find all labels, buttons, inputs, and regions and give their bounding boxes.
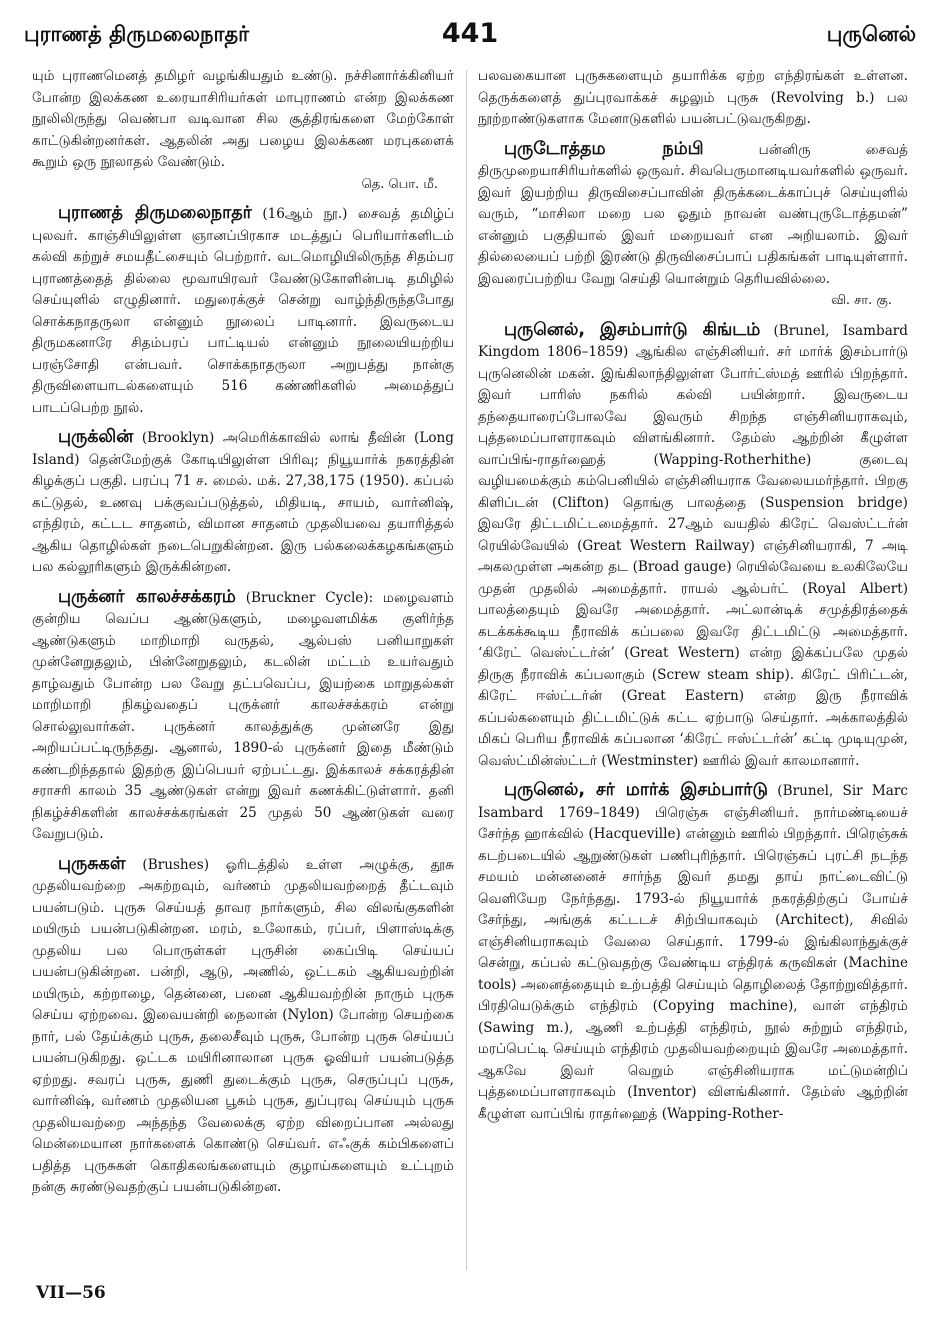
encyclopedia-entry xyxy=(32,587,454,846)
entry-text: (Brooklyn) அமெரிக்காவில் லாங் தீவின் (Long Island) தென்மேற்குக் கோடியிலுள்ள பிரிவு; நியூயார்க் நகரத்தின் கிழக்குப் பகுதி. பரப்பு 71 ச. மைல். மக். 27,38,175 (1950). கப்பல் கட்டுதல், உணவு பக்குவப்படுத்தல், மிதியடி, சாயம், வார்னிஷ், எந்திரம், கட்டட சாதனம், விமான சாதனம் முதலியவை தயாரித்தல் ஆகிய தொழில்கள் நடைபெறுகின்றன. இரு பல்கலைக்கழகங்களும் பல கல்லூரிகளும் இருக்கின்றன. xyxy=(32,430,454,575)
entry-text: (Bruckner Cycle): மழைவளம் குன்றிய வெப்ப ஆண்டுகளும், மழைவளமிக்க குளிர்ந்த ஆண்டுகளும் மாறிமாறி வருதல், ஆல்பஸ் பனியாறுகள் முன்னேறுதலும், பின்னேறுதலும், கடலின் மட்டம் உயர்வதும் தாழ்வதும் போன்ற பல வேறு தட்பவெப்ப, இயற்கை மாறுதல்கள் மாறிமாறி நிகழ்வதைப் புருக்னர் காலச்சக்கரம் என்று சொல்லுவார்கள். புருக்னர் காலத்துக்கு முன்னரே இது அறியப்பட்டிருந்தது. ஆனால், 1890-ல் புருக்னர் இதை மீண்டும் கண்டறிந்ததால் இதற்கு இப்பெயர் ஏற்பட்டது. இக்காலச் சக்கரத்தின் சராசரி காலம் 35 ஆண்டுகள் என்று இவர் கணக்கிட்டுள்ளார். தனி நிகழ்ச்சிகளின் காலச்சக்கரங்கள் 25 முதல் 50 ஆண்டுகள் வரை வேறுபடும். xyxy=(32,589,454,842)
author-signature: தெ. பொ. மீ. xyxy=(361,176,438,192)
continuation-entry xyxy=(32,66,454,195)
entry-text: யும் புராணமெனத் தமிழர் வழங்கியதும் உண்டு. நச்சினார்க்கினியர் போன்ற இலக்கண உரையாசிரியர்கள் மாபுராணம் என்ற இலக்கண நூலிலிருந்து வெண்பா வடிவான சில சூத்திரங்களை மேற்கோள் காட்டுகின்றனர்கள். ஆதலின் அது பழைய இலக்கண மரபுகளைக் கூறும் ஒரு நூலாதல் வேண்டும். xyxy=(32,68,454,170)
encyclopedia-entry xyxy=(478,780,908,1125)
entry-headword: புருசுகள் xyxy=(58,853,126,874)
entry-text: (Brunel, Isambard Kingdom 1806–1859) ஆங்கில எஞ்சினியர். சர் மார்க் இசம்பார்டு புருனெலின் மகன். இங்கிலாந்திலுள்ள போர்ட்ஸ்மத் ஊரில் பிறந்தார். இவர் பாரிஸ் நகரில் கல்வி பயின்றார். இவருடைய தந்தையாரைப்போலவே இவரும் சிறந்த எஞ்சினியராகவும், புத்தமைப்பாளராகவும் விளங்கினார். தேம்ஸ் ஆற்றின் கீழுள்ள வாப்பிங்-ராதர்ஹைத் (Wapping-Rotherhithe) குடைவு வழியமைக்கும் கம்பெனியில் எஞ்சினியராக வேலையமர்ந்தார். பிறகு கிளிப்டன் (Clifton) தொங்கு பாலத்தை (Suspension bridge) இவரே திட்டமிட்டமைத்தார். 27ஆம் வயதில் கிரேட் வெஸ்ட்டர்ன் ரெயில்வேயில் (Great Western Railway) எஞ்சினியராகி, 7 அடி அகலமுள்ள அகன்ற தட (Broad gauge) ரெயில்வேயை உலகிலேயே முதன் முதலில் அமைத்தார். ராயல் ஆல்பர்ட் (Royal Albert) பாலத்தையும் இவரே அமைத்தார். அட்லான்டிக் சமுத்திரத்தைக் கடக்கக்கூடிய நீராவிக் கப்பலை இவரே திட்டமிட்டு அமைத்தார். ‘கிரேட் வெஸ்ட்டர்ன்’ (Great Western) என்ற இக்கப்பலே முதல் திருகு நீராவிக் கப்பலாகும் (Screw steam ship). கிரேட் பிரிட்டன், கிரேட் ஈஸ்ட்டர்ன் (Great Eastern) என்ற இரு நீராவிக் கப்பல்களையும் திட்டமிட்டுக் கட்ட ஏற்பாடு செய்தார். அக்காலத்தில் மிகப் பெரிய நீராவிக் கப்பலான ‘கிரேட் ஈஸ்ட்டர்ன்’ கட்டி முடியுமுன், வெஸ்ட்மின்ஸ்ட்டர் (Westminster) ஊரில் இவர் காலமானார். xyxy=(478,322,908,769)
entry-text: (Brunel, Sir Marc Isambard 1769–1849) பிரெஞ்சு எஞ்சினியர். நார்மண்டியைச் சேர்ந்த ஹாக்வில் (Hacqueville) என்னும் ஊரில் பிறந்தார். பிரெஞ்சுக் கடற்படையில் ஆறுண்டுகள் பணிபுரிந்தார். பிரெஞ்சுப் புரட்சி நடந்த சமயம் மன்னனைச் சார்ந்த இவர் தமது தாய் நாட்டைவிட்டு வெளியேற நேர்ந்தது. 1793-ல் நியூயார்க் நகரத்திற்குப் போய்ச் சேர்ந்து, அங்குக் கட்டடச் சிற்பியாகவும் (Architect), சிவில் எஞ்சினியராகவும் வேலை செய்தார். 1799-ல் இங்கிலாந்துக்குச் சென்று, கப்பல் கட்டுவதற்கு வேண்டிய எந்திரக் கருவிகள் (Machine tools) அனைத்தையும் உற்பத்தி செய்யும் தொழிலைத் தோற்றுவித்தார். பிரதியெடுக்கும் எந்திரம் (Copying machine), வாள் எந்திரம் (Sawing m.), ஆணி உற்பத்தி எந்திரம், நூல் சுற்றும் எந்திரம், மரப்பெட்டி செய்யும் எந்திரம் முதலியவற்றையும் இவரே அமைத்தார். ஆகவே இவர் வெறும் எஞ்சினியராக மட்டுமன்றிப் புத்தமைப்பாளராகவும் (Inventor) விளங்கினார். தேம்ஸ் ஆற்றின் கீழுள்ள வாப்பிங் ராதர்ஹைத் (Wapping-Rother- xyxy=(478,783,908,1122)
entry-text: (16ஆம் நூ.) சைவத் தமிழ்ப் புலவர். காஞ்சியிலுள்ள ஞானப்பிரகாச மடத்துப் பெரியார்களிடம் கல்வி கற்றுச் சமயதீட்சையும் பெற்றார். வடமொழியிலிருந்த சிதம்பர புராணத்தைத் தில்லை மூவாயிரவர் வேண்டுகோளின்படி தமிழில் செய்யுளில் எழுதினார். மதுரைக்குச் சென்று வாழ்ந்திருந்தபோது சொக்கநாதருலா என்னும் நூலைப் பாடினார். இவருடைய திருமகனாரே சிதம்பரப் பாட்டியல் என்னும் நூலையியற்றிய பரஞ்சோதி என்பவர். சொக்கநாதருலா அறுபத்து நான்கு திருவிளையாடல்களையும் 516 கண்ணிகளில் அமைத்துப் பாடப்பெற்ற நூல். xyxy=(32,206,454,416)
right-column xyxy=(478,66,908,1286)
author-signature: வி. சா. கு. xyxy=(831,293,892,308)
entry-headword: புராணத் திருமலைநாதர் xyxy=(58,203,252,223)
volume-page-mark: VII—56 xyxy=(36,1283,106,1303)
running-head-left: புராணத் திருமலைநாதர் xyxy=(24,22,250,46)
entry-headword: புருனெல், சர் மார்க் இசம்பார்டு xyxy=(504,780,769,800)
entry-text: பலவகையான புருசுகளையும் தயாரிக்க ஏற்ற எந்திரங்கள் உள்ளன. தெருக்களைத் துப்புரவாக்கச் சுழலும் புருசு (Revolving b.) பல நூற்றாண்டுகளாக மேனாடுகளில் பயன்பட்டுவருகிறது. xyxy=(478,68,908,127)
page-number: 441 xyxy=(441,18,499,49)
encyclopedia-entry xyxy=(478,139,908,312)
encyclopedia-entry xyxy=(32,203,454,419)
entry-headword: புருனெல், இசம்பார்டு கிங்டம் xyxy=(504,319,761,340)
entry-text: (Brushes) ஓரிடத்தில் உள்ள அழுக்கு, தூசு முதலியவற்றை அகற்றவும், வர்ணம் முதலியவற்றைத் தீட்டவும் பயன்படும். புருசு செய்யத் தாவர நார்களும், சில விலங்குகளின் மயிரும் பயன்படுகின்றன. மரம், உலோகம், ரப்பர், பிளாஸ்டிக்கு முதலிய பல பொருள்கள் புருசின் கைப்பிடி செய்யப் பயன்படுகின்றன. பன்றி, ஆடு, அணில், ஒட்டகம் ஆகியவற்றின் மயிரும், கற்றாழை, தென்னை, பனை ஆகியவற்றின் நாரும் புருசு செய்ய ஏற்றவை. இவையன்றி நைலான் (Nylon) போன்ற செயற்கை நார், பல் தேய்க்கும் புருசு, தலைசீவும் புருசு, போன்ற புருசு செய்யப் பயன்படுகிறது. ஒட்டக மயிரினாலான புருசு ஓவியர் பயன்படுத்த ஏற்றது. சவரப் புருசு, துணி துடைக்கும் புருசு, செருப்புப் புருசு, வார்னிஷ், வர்ணம் முதலியன பூசும் புருசு, துப்புரவு செய்யும் புருசு முதலியவற்றை அந்தந்த வேலைக்கு ஏற்ற விறைப்பான அல்லது மென்மையான நார்களைக் கொண்டு செய்வர். எஃகுக் கம்பிகளைப் பதித்த புருசுகள் கொதிகலங்களையும் குழாய்களையும் உட்புறம் நன்கு சுரண்டுவதற்குப் பயன்படுகின்றன. xyxy=(32,856,454,1195)
column-divider xyxy=(466,70,467,1270)
running-head-right: புருனெல் xyxy=(826,22,916,46)
left-column xyxy=(32,66,454,1286)
encyclopedia-entry xyxy=(32,427,454,579)
encyclopedia-entry xyxy=(32,854,454,1199)
entry-headword: புருக்னர் காலச்சக்கரம் xyxy=(58,586,236,607)
entry-headword: புருடோத்தம நம்பி xyxy=(504,138,704,159)
page-header xyxy=(24,18,916,62)
continuation-entry xyxy=(478,66,908,131)
entry-headword: புருக்லின் xyxy=(58,427,134,447)
entry-text: பன்னிரு சைவத் திருமுறையாசிரியர்களில் ஒருவர். சிவபெருமானடியவர்களில் ஒருவர். இவர் இயற்றிய திருவிசைப்பாவின் திருக்கடைக்காப்புச் செய்யுளில் வரும், “மாசிலா மறை பல ஓதும் நாவன் வண்புருடோத்தமன்” என்னும் பகுதியால் இவர் மறையவர் என அறியலாம். இவர் தில்லையைப் பற்றி இரண்டு திருவிசைப்பாப் பதிகங்கள் பாடியுள்ளார். இவரைப்பற்றிய வேறு செய்தி யொன்றும் தெரியவில்லை. xyxy=(478,141,908,287)
encyclopedia-entry xyxy=(478,320,908,773)
